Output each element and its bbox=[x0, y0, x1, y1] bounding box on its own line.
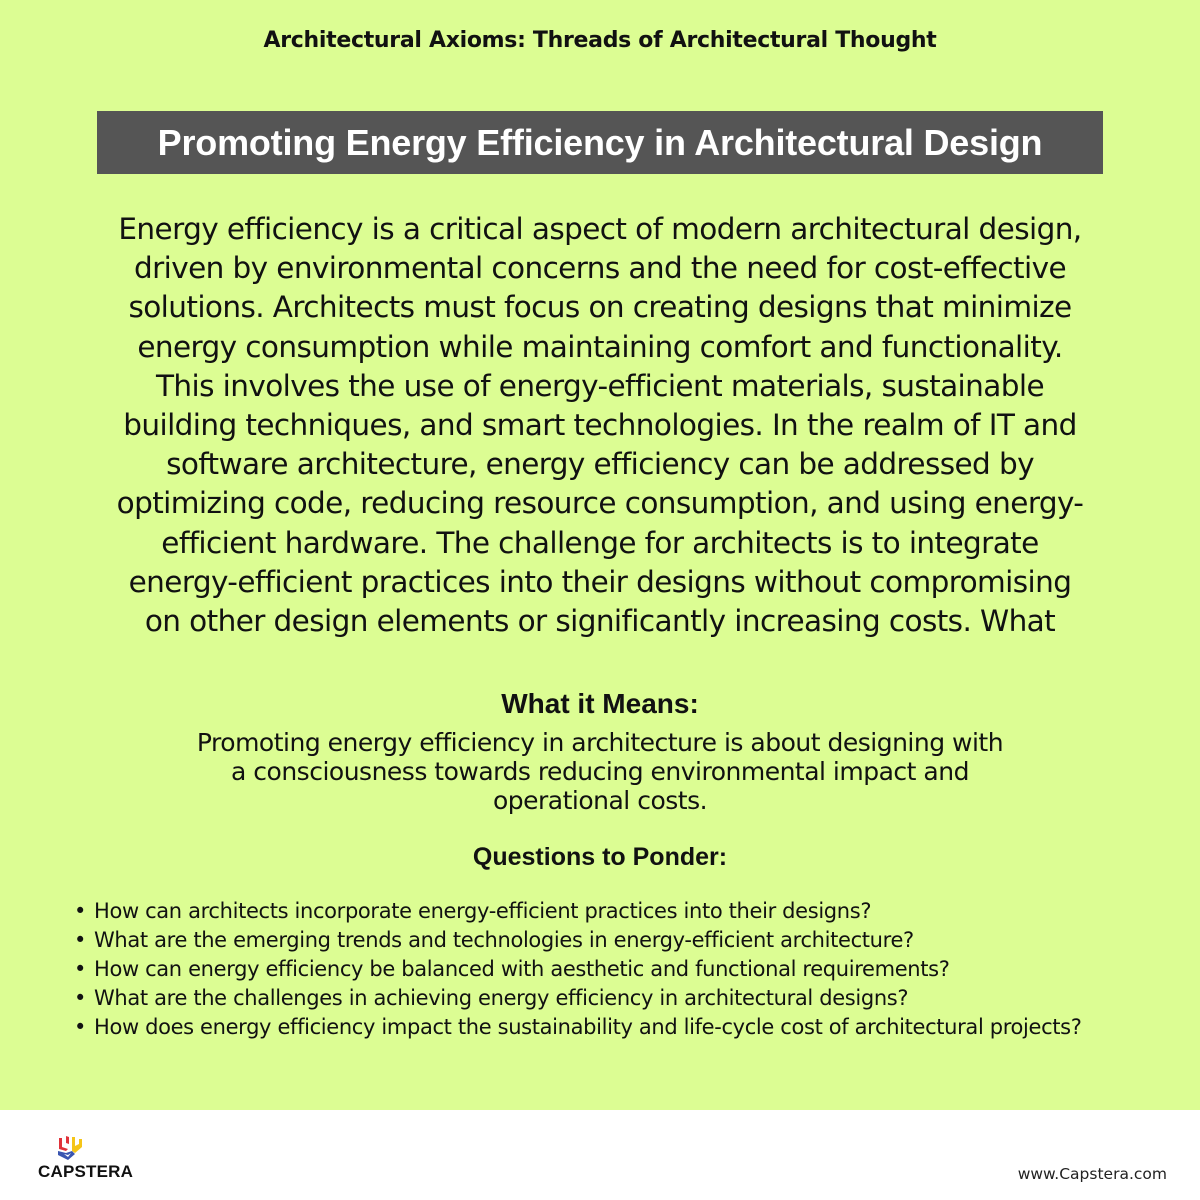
question-text: How does energy efficiency impact the sustainability and life-cycle cost of architectural projects? bbox=[94, 1015, 1082, 1039]
intro-line: driven by environmental concerns and the need for cost-effective bbox=[133, 251, 1067, 286]
questions-list bbox=[50, 897, 1190, 1042]
questions-heading: Questions to Ponder: bbox=[472, 843, 728, 871]
what-it-means-heading: What it Means: bbox=[501, 688, 699, 719]
intro-line: efficient hardware. The challenge for architects is to integrate bbox=[161, 525, 1039, 560]
capstera-cube-icon bbox=[55, 1134, 83, 1162]
question-item bbox=[50, 897, 1190, 926]
question-text: What are the emerging trends and technologies in energy-efficient architecture? bbox=[94, 928, 914, 952]
logo-text: CAPSTERA bbox=[38, 1162, 134, 1181]
intro-line: optimizing code, reducing resource consumption, and using energy- bbox=[116, 486, 1084, 521]
intro-line: energy consumption while maintaining comfort and functionality. bbox=[137, 329, 1063, 364]
capstera-logo[interactable] bbox=[38, 1134, 138, 1184]
question-item bbox=[50, 1013, 1190, 1042]
question-item bbox=[50, 955, 1190, 984]
intro-line: energy-efficient practices into their designs without compromising bbox=[128, 564, 1072, 599]
title-banner bbox=[97, 111, 1103, 174]
what-it-means-text bbox=[100, 728, 1100, 815]
intro-line: building techniques, and smart technologies. In the realm of IT and bbox=[123, 408, 1077, 443]
question-item bbox=[50, 984, 1190, 1013]
intro-paragraph bbox=[40, 210, 1160, 641]
website-link[interactable]: www.Capstera.com bbox=[1017, 1165, 1167, 1183]
intro-line: solutions. Architects must focus on creating designs that minimize bbox=[128, 290, 1072, 325]
bullet-icon: • bbox=[74, 1015, 87, 1039]
question-text: What are the challenges in achieving energy efficiency in architectural designs? bbox=[94, 986, 909, 1010]
bullet-icon: • bbox=[74, 928, 87, 952]
intro-line: software architecture, energy efficiency can be addressed by bbox=[166, 447, 1034, 482]
question-text: How can architects incorporate energy-efficient practices into their designs? bbox=[94, 899, 872, 923]
intro-line: Energy efficiency is a critical aspect of modern architectural design, bbox=[118, 212, 1082, 246]
bullet-icon: • bbox=[74, 986, 87, 1010]
bullet-icon: • bbox=[74, 957, 87, 981]
meaning-line: operational costs. bbox=[492, 786, 708, 815]
intro-line: on other design elements or significantly increasing costs. What bbox=[144, 604, 1056, 639]
question-text: How can energy efficiency be balanced with aesthetic and functional requirements? bbox=[94, 957, 950, 981]
series-title: Architectural Axioms: Threads of Architectural Thought bbox=[263, 28, 937, 53]
meaning-line: Promoting energy efficiency in architecture is about designing with bbox=[196, 728, 1004, 757]
intro-line: This involves the use of energy-efficient materials, sustainable bbox=[155, 368, 1044, 403]
question-item bbox=[50, 926, 1190, 955]
meaning-line: a consciousness towards reducing environmental impact and bbox=[231, 757, 969, 786]
page-title: Promoting Energy Efficiency in Architectural Design bbox=[157, 121, 1043, 163]
footer bbox=[0, 1110, 1200, 1200]
bullet-icon: • bbox=[74, 899, 87, 923]
